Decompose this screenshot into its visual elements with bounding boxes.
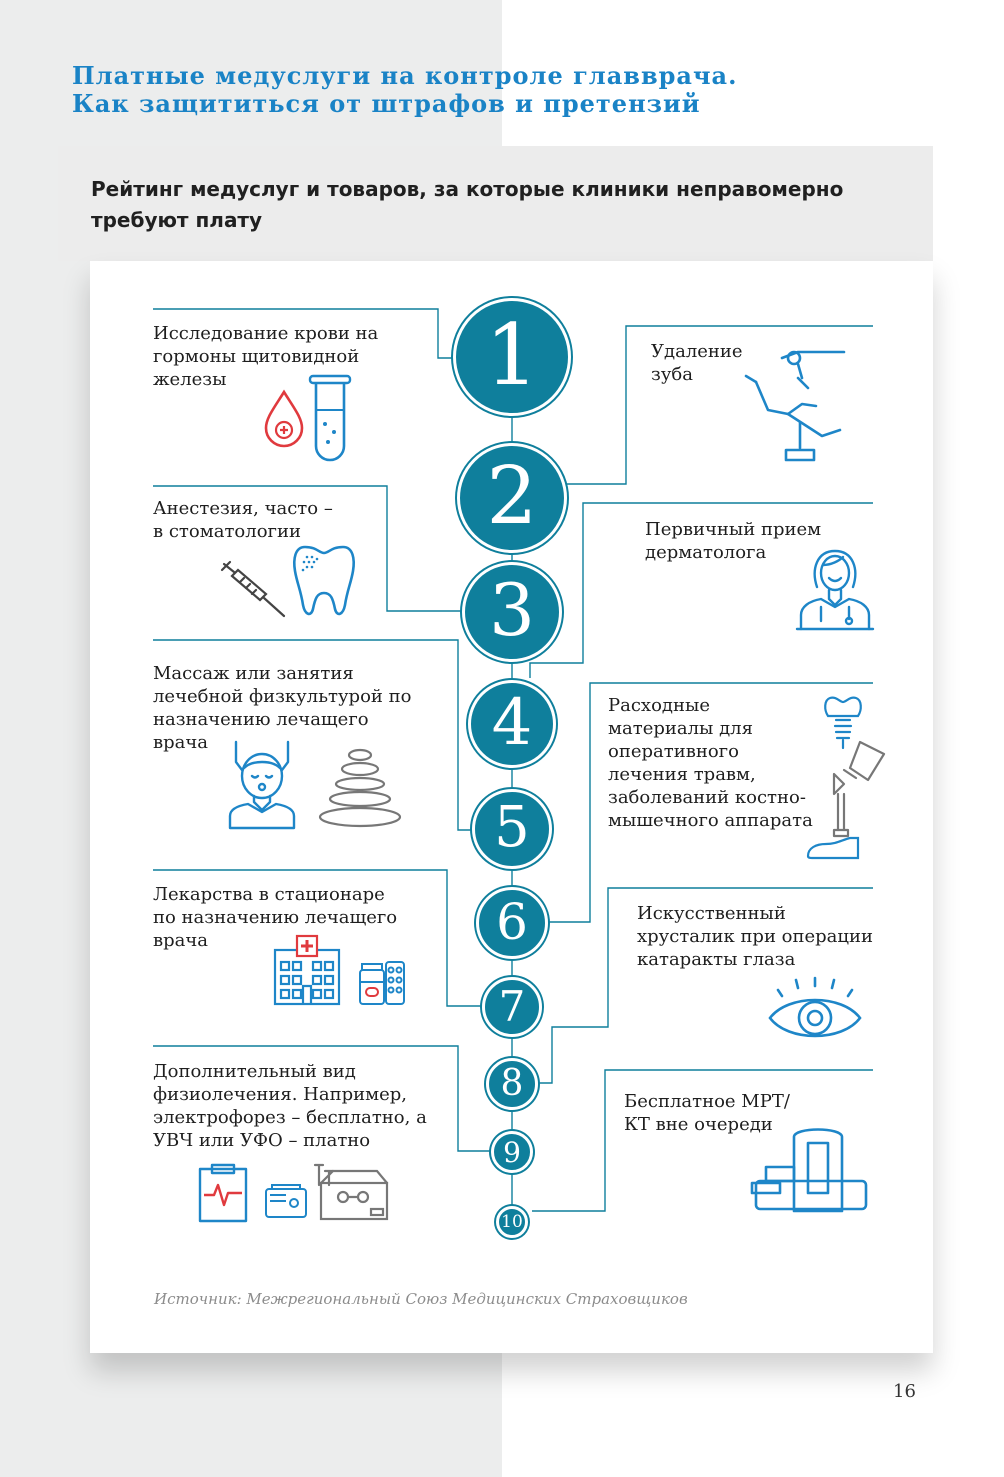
rank-circle-9: 9	[491, 1131, 533, 1173]
card-title: Рейтинг медуслуг и товаров, за которые клиники неправомерно требуют плату	[91, 177, 844, 232]
item-text-9: Дополнительный вид физиолечения. Например, электрофорез – бесплатно, а УВЧ или УФО – платно	[153, 1061, 427, 1151]
page-title-line-1: Платные медуслуги на контроле главврача.	[72, 61, 738, 90]
rank-circle-10: 10	[496, 1206, 528, 1238]
pills-icon	[358, 958, 408, 1008]
rank-circle-8: 8	[486, 1058, 538, 1110]
rank-circle-3: 3	[462, 562, 562, 662]
massage-icon	[226, 740, 298, 830]
item-text-6: Расходные материалы для оперативного лечения травм, заболеваний костно-мышечного аппарата	[608, 695, 813, 831]
item-text-7: Лекарства в стационаре по назначению лечащего врача	[153, 884, 398, 951]
doctor-icon	[795, 547, 875, 631]
item-text-10: Бесплатное МРТ/КТ вне очереди	[624, 1091, 790, 1135]
rank-circle-1: 1	[453, 298, 571, 416]
clipboard-pulse-icon	[198, 1163, 248, 1223]
prosthetic-leg-icon	[804, 740, 890, 864]
eye-icon	[768, 974, 862, 1042]
rank-circle-5: 5	[472, 789, 552, 869]
rank-circle-6: 6	[476, 887, 548, 959]
item-text-3: Анестезия, часто – в стоматологии	[153, 498, 333, 542]
stacked-stones-icon	[318, 747, 402, 829]
source-note: Источник: Межрегиональный Союз Медицинских Страховщиков	[154, 1290, 688, 1308]
rank-circle-7: 7	[482, 977, 542, 1037]
apparatus-icon	[313, 1163, 391, 1223]
item-text-4: Первичный прием дерматолога	[645, 519, 822, 563]
item-text-1: Исследование крови на гормоны щитовидной железы	[153, 323, 379, 390]
syringe-icon	[220, 560, 288, 618]
item-text-2: Удаление зуба	[651, 341, 743, 385]
physio-device-icon	[264, 1183, 308, 1219]
item-text-8: Искусственный хрусталик при операции катаракты глаза	[637, 903, 873, 970]
test-tube-icon	[308, 374, 352, 464]
tooth-icon	[291, 543, 357, 619]
rank-circle-2: 2	[457, 443, 567, 553]
mri-scanner-icon	[750, 1123, 868, 1215]
page-number: 16	[893, 1381, 916, 1402]
blood-drop-icon	[262, 388, 306, 450]
item-text-5: Массаж или занятия лечебной физкультурой по назначению лечащего врача	[153, 663, 412, 753]
rank-circle-4: 4	[468, 680, 556, 768]
hospital-icon	[271, 934, 343, 1006]
page-title-line-2: Как защититься от штрафов и претензий	[72, 89, 701, 118]
dental-chair-icon	[742, 344, 850, 466]
